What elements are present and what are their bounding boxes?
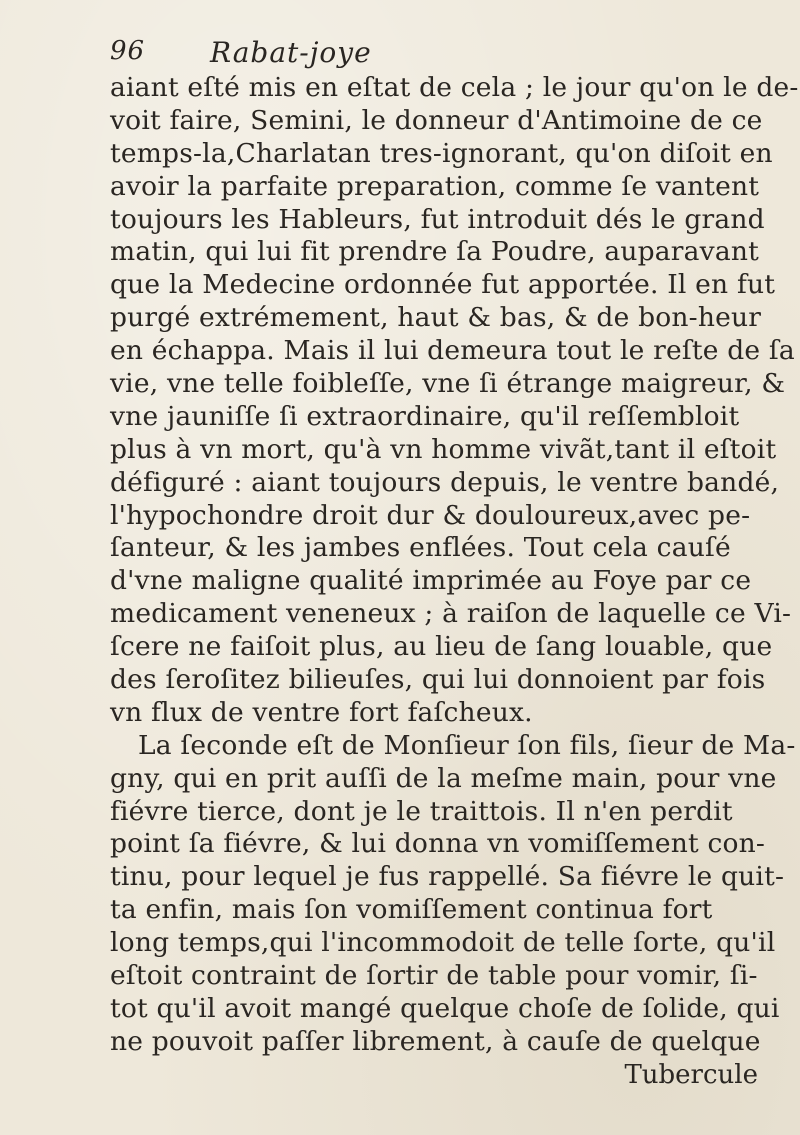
running-head: Rabat-joye bbox=[210, 36, 372, 69]
text-line: vie, vne telle foibleſſe, vne ſi étrange maigreur, & bbox=[110, 368, 786, 400]
text-line: plus à vn mort, qu'à vn homme vivãt,tant il eſtoit bbox=[110, 433, 777, 465]
text-line: ſanteur, & les jambes enflées. Tout cela cauſé bbox=[110, 532, 731, 564]
text-line: ta enfin, mais ſon vomiſſement continua fort bbox=[110, 894, 713, 926]
text-line: temps-la,Charlatan tres-ignorant, qu'on diſoit en bbox=[110, 137, 773, 169]
text-line: que la Medecine ordonnée fut apportée. Il en fut bbox=[110, 269, 776, 301]
page-number: 96 bbox=[110, 36, 146, 66]
text-line: fiévre tierce, dont je le traittois. Il n'en perdit bbox=[110, 795, 733, 827]
text-line: eſtoit contraint de ſortir de table pour vomir, ſi- bbox=[110, 960, 758, 992]
text-line: purgé extrémement, haut & bas, & de bon-heur bbox=[110, 302, 762, 334]
text-line: en échappa. Mais il lui demeura tout le reſte de ſa bbox=[110, 335, 795, 367]
text-line: point ſa fiévre, & lui donna vn vomiſſement con- bbox=[110, 828, 766, 860]
text-line: voit faire, Semini, le donneur d'Antimoine de ce bbox=[110, 104, 763, 136]
text-line: avoir la parfaite preparation, comme ſe vantent bbox=[110, 170, 760, 202]
text-line: medicament veneneux ; à raiſon de laquelle ce Vi- bbox=[110, 598, 792, 630]
body-text bbox=[110, 72, 799, 1059]
text-line: tot qu'il avoit mangé quelque choſe de ſolide, qui bbox=[110, 992, 780, 1024]
text-line: La ſeconde eſt de Monſieur ſon fils, ſieur de Ma- bbox=[138, 729, 796, 761]
text-line: ſcere ne faiſoit plus, au lieu de ſang louable, que bbox=[110, 631, 773, 663]
text-line: des ſeroſitez bilieuſes, qui lui donnoient par fois bbox=[110, 664, 766, 696]
text-line: gny, qui en prit auſſi de la meſme main, pour vne bbox=[110, 762, 777, 794]
page-header bbox=[110, 36, 750, 76]
catchword: Tubercule bbox=[624, 1060, 758, 1090]
text-line: toujours les Hableurs, fut introduit dés le grand bbox=[110, 203, 765, 235]
text-line: tinu, pour lequel je fus rappellé. Sa fiévre le quit- bbox=[110, 861, 785, 893]
text-line: vn flux de ventre fort faſcheux. bbox=[110, 696, 533, 728]
text-line: défiguré : aiant toujours depuis, le ventre bandé, bbox=[110, 466, 780, 498]
text-line: aiant eſté mis en eſtat de cela ; le jour qu'on le de- bbox=[110, 72, 799, 103]
text-line: matin, qui lui fit prendre ſa Poudre, auparavant bbox=[110, 236, 759, 268]
text-line: vne jauniſſe ſi extraordinaire, qu'il reſſembloit bbox=[110, 400, 740, 432]
text-line: long temps,qui l'incommodoit de telle ſorte, qu'il bbox=[110, 927, 776, 959]
text-line: l'hypochondre droit dur & douloureux,avec pe- bbox=[110, 499, 751, 531]
text-line: d'vne maligne qualité imprimée au Foye par ce bbox=[110, 565, 752, 597]
text-line: ne pouvoit paſſer librement, à cauſe de quelque bbox=[110, 1025, 761, 1057]
